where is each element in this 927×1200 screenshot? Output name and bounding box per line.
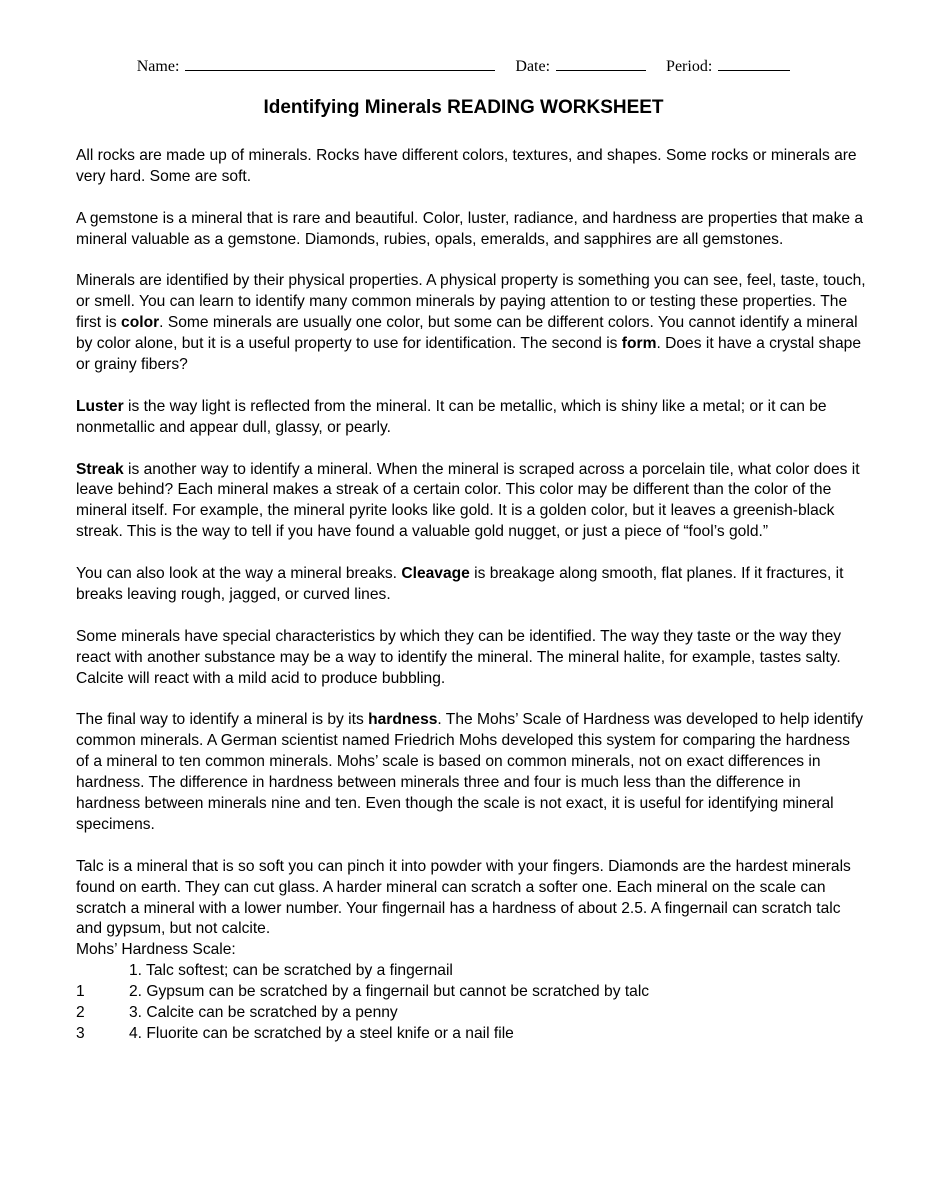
paragraph-rocks: All rocks are made up of minerals. Rocks have different colors, textures, and shapes. Some rocks or minerals are very hard. Some are soft. xyxy=(76,147,857,185)
text-run: is another way to identify a mineral. When the mineral is scraped across a porcelain tile, what color does it leave behind? Each mineral makes a streak of a certain color. This color may be different than the color of the mineral itself. For example, the mineral pyrite looks like gold. It is a golden color, but it leaves a greenish-black streak. This is the way to tell if you have found a valuable gold nugget, or just a piece of “fool’s gold.” xyxy=(76,460,860,541)
reading-passage xyxy=(76,146,866,1045)
row-number xyxy=(76,961,129,982)
list-item xyxy=(76,961,866,982)
text-run: . Does it have a crystal shape or grainy fibers? xyxy=(76,335,862,374)
hardness-scale-list xyxy=(76,961,866,1045)
row-number: 2 xyxy=(76,1004,85,1022)
date-label: Date: xyxy=(515,58,551,75)
keyword-streak: Streak xyxy=(76,460,124,478)
text-run: You can also look at the way a mineral breaks. xyxy=(76,565,402,583)
text-run: is the way light is reflected from the mineral. It can be metallic, which is shiny like a metal; or it can be nonmetallic and appear dull, glassy, or pearly. xyxy=(76,397,827,436)
row-number: 1 xyxy=(76,983,85,1001)
paragraph-streak xyxy=(76,460,866,544)
keyword-luster: Luster xyxy=(76,397,124,415)
row-text: 1. Talc softest; can be scratched by a fingernail xyxy=(129,962,453,980)
list-item xyxy=(76,1024,866,1045)
paragraph-talc-diamonds: Talc is a mineral that is so soft you can pinch it into powder with your fingers. Diamonds are the hardest minerals found on earth. They can cut glass. A harder mineral can scratch a softer one. Each mineral on the scale can scratch a mineral with a lower number. Your fingernail has a hardness of about 2.5. A fingernail can scratch talc and gypsum, but not calcite. xyxy=(76,857,851,938)
name-label: Name: xyxy=(136,58,180,75)
keyword-cleavage: Cleavage xyxy=(401,565,470,583)
list-item xyxy=(76,982,866,1003)
row-number: 3 xyxy=(76,1024,85,1042)
keyword-color: color xyxy=(121,314,160,332)
text-run: The final way to identify a mineral is by its xyxy=(76,711,369,729)
list-item xyxy=(76,1003,866,1024)
row-text: 2. Gypsum can be scratched by a fingernail but cannot be scratched by talc xyxy=(129,983,650,1001)
paragraph-physical-properties xyxy=(76,271,866,376)
paragraph-cleavage xyxy=(76,564,866,606)
keyword-form: form xyxy=(621,335,657,353)
paragraph-luster xyxy=(76,397,866,439)
paragraph-gemstones: A gemstone is a mineral that is rare and beautiful. Color, luster, radiance, and hardness are properties that make a mineral valuable as a gemstone. Diamonds, rubies, opals, emeralds, and sapphires are all gemstones. xyxy=(76,209,864,248)
student-info-line xyxy=(0,56,927,76)
row-text: 4. Fluorite can be scratched by a steel knife or a nail file xyxy=(129,1024,514,1042)
period-field[interactable] xyxy=(718,56,790,71)
text-run: . The Mohs’ Scale of Hardness was developed to help identify common minerals. A German scientist named Friedrich Mohs developed this system for comparing the hardness of a mineral to ten common minerals. Mohs’ scale is based on common minerals, not on exact differences in hardness. The difference in hardness between minerals three and four is much less than the difference in hardness between minerals nine and ten. Even though the scale is not exact, it is useful for identifying mineral specimens. xyxy=(76,711,864,833)
page-title: Identifying Minerals READING WORKSHEET xyxy=(263,97,664,118)
row-text: 3. Calcite can be scratched by a penny xyxy=(129,1004,398,1022)
date-field[interactable] xyxy=(556,56,646,71)
period-label: Period: xyxy=(666,58,713,75)
paragraph-special-characteristics: Some minerals have special characteristics by which they can be identified. The way they taste or the way they react with another substance may be a way to identify the mineral. The mineral halite, for example, tastes salty. Calcite will react with a mild acid to produce bubbling. xyxy=(76,627,842,687)
text-run: is breakage along smooth, flat planes. If it fractures, it breaks leaving rough, jagged, or curved lines. xyxy=(76,565,844,603)
text-run: . Some minerals are usually one color, but some can be different colors. You cannot identify a mineral by color alone, but it is a useful property to use for identification. The second is xyxy=(76,314,858,353)
scale-heading: Mohs’ Hardness Scale: xyxy=(76,941,236,959)
name-field[interactable] xyxy=(185,56,495,71)
keyword-hardness: hardness xyxy=(368,711,438,729)
text-run: Minerals are identified by their physical properties. A physical property is something you can see, feel, taste, touch, or smell. You can learn to identify many common minerals by paying attention to or testing these properties. The first is xyxy=(76,272,866,332)
paragraph-hardness xyxy=(76,710,866,835)
